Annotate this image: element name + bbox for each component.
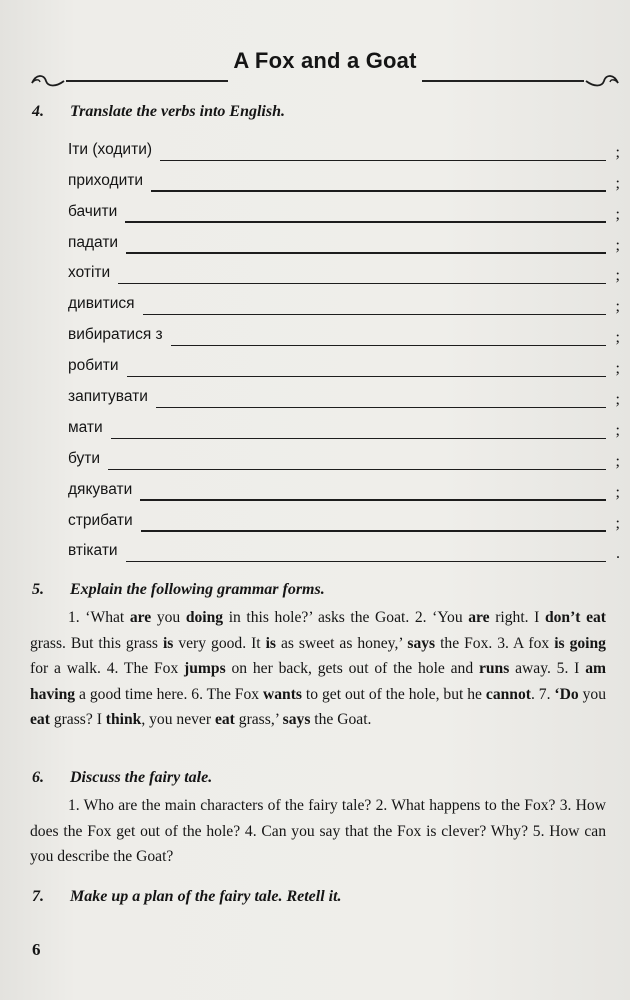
answer-blank-line[interactable] — [118, 283, 606, 284]
grammar-form: think — [105, 711, 142, 729]
page-number: 6 — [32, 940, 41, 959]
verb-punctuation: . — [616, 545, 620, 563]
answer-blank-line[interactable] — [126, 561, 606, 562]
text-run: grass? I — [49, 711, 106, 729]
verb-row — [68, 414, 620, 445]
text-run: away. 5. I — [509, 660, 586, 678]
answer-blank-line[interactable] — [126, 252, 606, 253]
verb-punctuation: ; — [615, 174, 620, 192]
answer-blank-line[interactable] — [151, 190, 606, 191]
answer-blank-line[interactable] — [108, 469, 606, 470]
answer-blank-line[interactable] — [111, 438, 606, 439]
verb-punctuation: ; — [615, 360, 620, 378]
verb-label: вибиратися з — [68, 326, 163, 344]
verb-row — [68, 383, 620, 414]
verb-row — [68, 507, 620, 538]
task-4-header — [30, 99, 620, 129]
text-run: as sweet as honey,’ — [275, 634, 408, 652]
grammar-form: says — [282, 711, 311, 729]
task-heading: Discuss the fairy tale. — [70, 769, 213, 786]
grammar-form: don’t eat — [544, 609, 606, 626]
title-row — [30, 44, 620, 94]
verb-row — [68, 290, 620, 321]
verb-row — [68, 136, 620, 167]
text-run: the Goat. — [310, 711, 372, 729]
grammar-form: are — [468, 609, 490, 626]
answer-blank-line[interactable] — [141, 530, 606, 531]
text-run: . 7. — [530, 685, 555, 703]
title-rule-right — [422, 80, 584, 82]
grammar-form: wants — [263, 685, 302, 703]
verb-row — [68, 229, 620, 260]
text-run: right. I — [489, 609, 545, 626]
verb-punctuation: ; — [615, 483, 620, 501]
grammar-form: is — [162, 634, 174, 652]
verb-punctuation: ; — [615, 143, 620, 161]
answer-blank-line[interactable] — [171, 345, 606, 346]
verb-row — [68, 445, 620, 476]
verb-label: дякувати — [68, 480, 133, 498]
answer-blank-line[interactable] — [140, 499, 606, 500]
verb-punctuation: ; — [615, 298, 620, 316]
page-title: A Fox and a Goat — [233, 48, 417, 73]
answer-blank-line[interactable] — [125, 221, 606, 222]
answer-blank-line[interactable] — [160, 160, 606, 161]
text-run: 1. ‘What — [68, 609, 130, 626]
task-number: 4. — [32, 103, 44, 120]
task-6-header — [30, 765, 620, 795]
verb-label: бути — [68, 449, 101, 467]
text-run: to get out of the hole, but he — [302, 685, 486, 703]
text-run: the Fox. 3. A fox — [435, 634, 555, 652]
text-run: you — [578, 685, 607, 703]
verb-label: приходити — [68, 171, 143, 189]
verb-row — [68, 538, 620, 569]
verb-row — [68, 321, 620, 352]
verb-punctuation: ; — [615, 329, 620, 347]
task-5-header — [30, 577, 620, 607]
grammar-form: cannot — [485, 685, 531, 703]
grammar-form: am having — [30, 660, 606, 703]
verb-row — [68, 167, 620, 198]
grammar-form: jumps — [184, 660, 226, 678]
verb-punctuation: ; — [615, 514, 620, 532]
text-run: in this hole?’ asks the Goat. 2. ‘You — [223, 609, 469, 626]
grammar-form: eat — [30, 711, 50, 729]
verb-label: запитувати — [68, 388, 148, 406]
text-run: a good time here. 6. The Fox — [75, 685, 263, 703]
grammar-form: is — [265, 634, 276, 652]
text-run: very good. It — [173, 634, 266, 652]
verb-label: бачити — [68, 202, 118, 220]
verb-punctuation: ; — [615, 391, 620, 409]
title-rule-left — [66, 80, 228, 82]
grammar-form: runs — [478, 660, 510, 678]
grammar-form: says — [407, 634, 436, 652]
verb-label: дивитися — [68, 295, 135, 313]
verb-punctuation: ; — [615, 421, 620, 439]
task-heading: Explain the following grammar forms. — [70, 581, 325, 598]
verb-row — [68, 260, 620, 291]
text-run: for a walk. 4. The Fox — [30, 660, 185, 678]
task-number: 5. — [32, 581, 44, 598]
verb-label: мати — [68, 418, 103, 436]
answer-blank-line[interactable] — [127, 376, 606, 377]
verb-label: втікати — [68, 542, 118, 560]
verb-row — [68, 198, 620, 229]
grammar-form: ‘Do — [554, 685, 579, 703]
task-7-header — [30, 884, 620, 914]
verb-row — [68, 352, 620, 383]
verb-label: хотіти — [68, 264, 111, 282]
verb-label: Іти (ходити) — [68, 140, 153, 158]
grammar-form: is going — [554, 634, 606, 652]
task-number: 7. — [32, 888, 44, 905]
verb-punctuation: ; — [615, 236, 620, 254]
text-run: on her back, gets out of the hole and — [225, 660, 479, 678]
grammar-form: are — [129, 609, 152, 626]
grammar-paragraph — [30, 605, 606, 733]
swirl-right-icon — [584, 70, 620, 90]
verb-punctuation: ; — [615, 267, 620, 285]
text-run: grass,’ — [234, 711, 283, 729]
verb-punctuation: ; — [615, 452, 620, 470]
text-run: you — [151, 609, 186, 626]
task-heading: Make up a plan of the fairy tale. Retell it. — [70, 888, 342, 905]
task-number: 6. — [32, 769, 44, 786]
grammar-form: doing — [185, 609, 224, 626]
verb-translation-list — [68, 136, 620, 568]
verb-label: падати — [68, 233, 119, 251]
task-heading: Translate the verbs into English. — [70, 103, 285, 120]
answer-blank-line[interactable] — [156, 407, 606, 408]
text-run: grass. But this grass — [30, 634, 163, 652]
verb-label: робити — [68, 357, 119, 375]
verb-punctuation: ; — [615, 205, 620, 223]
answer-blank-line[interactable] — [143, 314, 606, 315]
grammar-form: eat — [214, 711, 235, 729]
text-run: , you never — [141, 711, 215, 729]
discussion-paragraph: 1. Who are the main characters of the fairy tale? 2. What happens to the Fox? 3. How does the Fox get out of the hole? 4. Can you say that the Fox is clever? Why? 5. How can you describe the Goat? — [30, 797, 606, 866]
verb-label: стрибати — [68, 511, 133, 529]
verb-row — [68, 476, 620, 507]
